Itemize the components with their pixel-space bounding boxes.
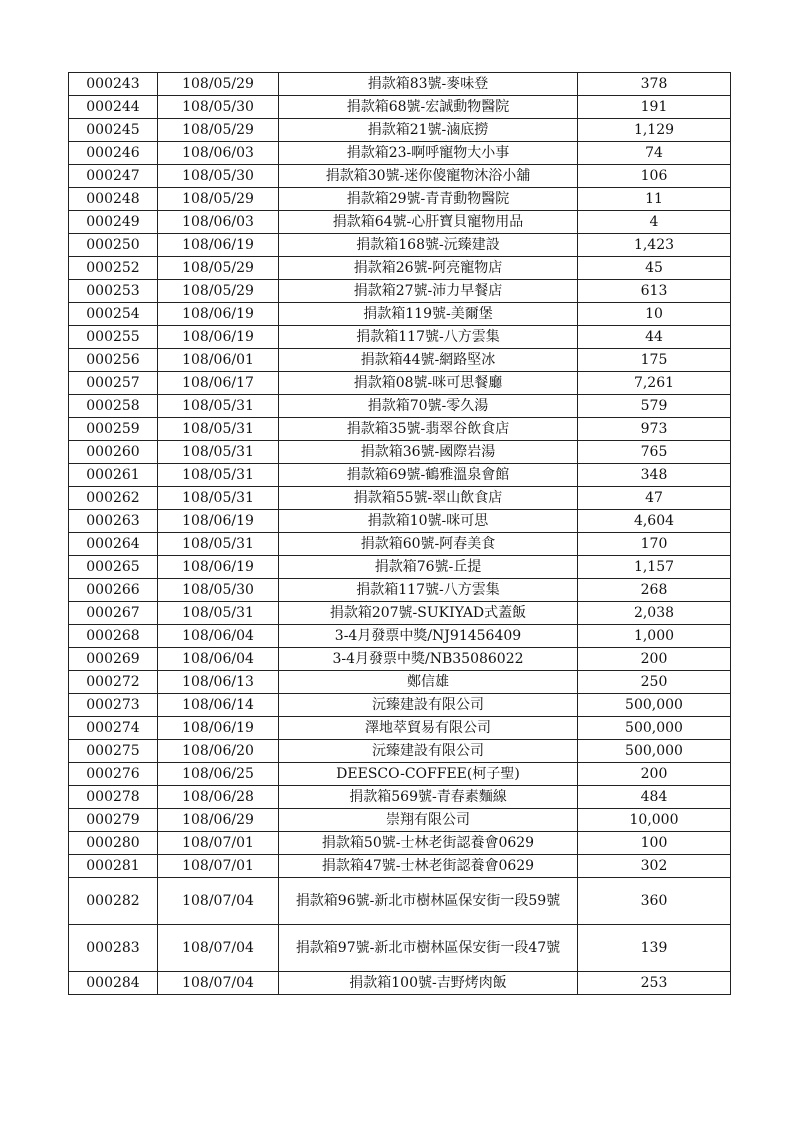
receipt-number-cell: 000257 xyxy=(69,372,158,395)
description-cell: 沅臻建設有限公司 xyxy=(279,694,578,717)
amount-cell: 500,000 xyxy=(578,694,731,717)
receipt-number-cell: 000282 xyxy=(69,878,158,925)
table-row xyxy=(69,303,731,326)
date-cell: 108/05/31 xyxy=(158,395,279,418)
table-row xyxy=(69,809,731,832)
table-row xyxy=(69,165,731,188)
description-cell: 捐款箱119號-美爾堡 xyxy=(279,303,578,326)
receipt-number-cell: 000252 xyxy=(69,257,158,280)
amount-cell: 45 xyxy=(578,257,731,280)
table-row xyxy=(69,73,731,96)
description-cell: 捐款箱30號-迷你傻寵物沐浴小舖 xyxy=(279,165,578,188)
amount-cell: 268 xyxy=(578,579,731,602)
description-cell: 捐款箱97號-新北市樹林區保安街一段47號 xyxy=(279,925,578,972)
table-row xyxy=(69,763,731,786)
amount-cell: 191 xyxy=(578,96,731,119)
ledger-body xyxy=(69,73,731,995)
date-cell: 108/06/17 xyxy=(158,372,279,395)
description-cell: 捐款箱117號-八方雲集 xyxy=(279,579,578,602)
table-row xyxy=(69,464,731,487)
date-cell: 108/06/14 xyxy=(158,694,279,717)
date-cell: 108/06/19 xyxy=(158,234,279,257)
amount-cell: 4,604 xyxy=(578,510,731,533)
date-cell: 108/05/31 xyxy=(158,533,279,556)
table-row xyxy=(69,441,731,464)
receipt-number-cell: 000254 xyxy=(69,303,158,326)
description-cell: 捐款箱60號-阿春美食 xyxy=(279,533,578,556)
description-cell: 捐款箱117號-八方雲集 xyxy=(279,326,578,349)
date-cell: 108/06/29 xyxy=(158,809,279,832)
amount-cell: 360 xyxy=(578,878,731,925)
amount-cell: 1,157 xyxy=(578,556,731,579)
receipt-number-cell: 000279 xyxy=(69,809,158,832)
receipt-number-cell: 000266 xyxy=(69,579,158,602)
donation-ledger-table xyxy=(68,72,731,995)
date-cell: 108/05/31 xyxy=(158,441,279,464)
table-row xyxy=(69,671,731,694)
receipt-number-cell: 000248 xyxy=(69,188,158,211)
receipt-number-cell: 000269 xyxy=(69,648,158,671)
date-cell: 108/06/01 xyxy=(158,349,279,372)
receipt-number-cell: 000273 xyxy=(69,694,158,717)
amount-cell: 10 xyxy=(578,303,731,326)
date-cell: 108/06/04 xyxy=(158,625,279,648)
receipt-number-cell: 000253 xyxy=(69,280,158,303)
description-cell: 捐款箱569號-青春素麵線 xyxy=(279,786,578,809)
receipt-number-cell: 000284 xyxy=(69,972,158,995)
date-cell: 108/06/19 xyxy=(158,326,279,349)
date-cell: 108/06/04 xyxy=(158,648,279,671)
description-cell: 捐款箱47號-士林老街認養會0629 xyxy=(279,855,578,878)
amount-cell: 613 xyxy=(578,280,731,303)
table-row xyxy=(69,188,731,211)
table-row xyxy=(69,418,731,441)
description-cell: 3-4月發票中獎/NJ91456409 xyxy=(279,625,578,648)
table-row xyxy=(69,349,731,372)
description-cell: 捐款箱26號-阿亮寵物店 xyxy=(279,257,578,280)
date-cell: 108/05/31 xyxy=(158,602,279,625)
description-cell: 捐款箱10號-咪可思 xyxy=(279,510,578,533)
amount-cell: 1,423 xyxy=(578,234,731,257)
date-cell: 108/06/19 xyxy=(158,303,279,326)
receipt-number-cell: 000263 xyxy=(69,510,158,533)
description-cell: 捐款箱23-啊呼寵物大小事 xyxy=(279,142,578,165)
amount-cell: 378 xyxy=(578,73,731,96)
table-row xyxy=(69,119,731,142)
receipt-number-cell: 000244 xyxy=(69,96,158,119)
amount-cell: 1,129 xyxy=(578,119,731,142)
table-row xyxy=(69,648,731,671)
date-cell: 108/06/03 xyxy=(158,211,279,234)
receipt-number-cell: 000276 xyxy=(69,763,158,786)
receipt-number-cell: 000280 xyxy=(69,832,158,855)
date-cell: 108/06/25 xyxy=(158,763,279,786)
table-row xyxy=(69,579,731,602)
receipt-number-cell: 000267 xyxy=(69,602,158,625)
receipt-number-cell: 000268 xyxy=(69,625,158,648)
amount-cell: 2,038 xyxy=(578,602,731,625)
receipt-number-cell: 000274 xyxy=(69,717,158,740)
receipt-number-cell: 000256 xyxy=(69,349,158,372)
table-row xyxy=(69,510,731,533)
description-cell: 捐款箱55號-翠山飲食店 xyxy=(279,487,578,510)
amount-cell: 170 xyxy=(578,533,731,556)
description-cell: 捐款箱100號-吉野烤肉飯 xyxy=(279,972,578,995)
description-cell: 捐款箱36號-國際岩湯 xyxy=(279,441,578,464)
date-cell: 108/06/19 xyxy=(158,717,279,740)
description-cell: 捐款箱64號-心肝寶貝寵物用品 xyxy=(279,211,578,234)
amount-cell: 973 xyxy=(578,418,731,441)
amount-cell: 250 xyxy=(578,671,731,694)
amount-cell: 44 xyxy=(578,326,731,349)
receipt-number-cell: 000259 xyxy=(69,418,158,441)
amount-cell: 500,000 xyxy=(578,717,731,740)
amount-cell: 1,000 xyxy=(578,625,731,648)
amount-cell: 175 xyxy=(578,349,731,372)
table-row xyxy=(69,602,731,625)
amount-cell: 302 xyxy=(578,855,731,878)
table-row xyxy=(69,855,731,878)
description-cell: 捐款箱08號-咪可思餐廳 xyxy=(279,372,578,395)
date-cell: 108/06/19 xyxy=(158,556,279,579)
date-cell: 108/05/29 xyxy=(158,73,279,96)
date-cell: 108/06/03 xyxy=(158,142,279,165)
description-cell: 捐款箱50號-士林老街認養會0629 xyxy=(279,832,578,855)
date-cell: 108/05/31 xyxy=(158,487,279,510)
date-cell: 108/05/30 xyxy=(158,96,279,119)
date-cell: 108/06/28 xyxy=(158,786,279,809)
receipt-number-cell: 000262 xyxy=(69,487,158,510)
receipt-number-cell: 000260 xyxy=(69,441,158,464)
table-row xyxy=(69,533,731,556)
date-cell: 108/07/04 xyxy=(158,925,279,972)
table-row xyxy=(69,326,731,349)
description-cell: 捐款箱29號-青青動物醫院 xyxy=(279,188,578,211)
description-cell: 捐款箱35號-翡翠谷飲食店 xyxy=(279,418,578,441)
amount-cell: 10,000 xyxy=(578,809,731,832)
amount-cell: 106 xyxy=(578,165,731,188)
description-cell: 捐款箱207號-SUKIYAD式蓋飯 xyxy=(279,602,578,625)
amount-cell: 500,000 xyxy=(578,740,731,763)
receipt-number-cell: 000272 xyxy=(69,671,158,694)
table-row xyxy=(69,832,731,855)
amount-cell: 139 xyxy=(578,925,731,972)
table-row xyxy=(69,372,731,395)
receipt-number-cell: 000245 xyxy=(69,119,158,142)
date-cell: 108/05/29 xyxy=(158,257,279,280)
date-cell: 108/07/01 xyxy=(158,832,279,855)
description-cell: 捐款箱83號-麥味登 xyxy=(279,73,578,96)
description-cell: 澤地萃貿易有限公司 xyxy=(279,717,578,740)
date-cell: 108/06/13 xyxy=(158,671,279,694)
amount-cell: 47 xyxy=(578,487,731,510)
description-cell: 捐款箱44號-網路堅冰 xyxy=(279,349,578,372)
receipt-number-cell: 000265 xyxy=(69,556,158,579)
description-cell: 捐款箱27號-沛力早餐店 xyxy=(279,280,578,303)
table-row xyxy=(69,257,731,280)
amount-cell: 11 xyxy=(578,188,731,211)
table-row xyxy=(69,694,731,717)
table-row xyxy=(69,878,731,925)
table-row xyxy=(69,280,731,303)
amount-cell: 348 xyxy=(578,464,731,487)
table-row xyxy=(69,972,731,995)
amount-cell: 200 xyxy=(578,648,731,671)
table-row xyxy=(69,211,731,234)
receipt-number-cell: 000258 xyxy=(69,395,158,418)
date-cell: 108/06/20 xyxy=(158,740,279,763)
receipt-number-cell: 000264 xyxy=(69,533,158,556)
description-cell: 捐款箱168號-沅臻建設 xyxy=(279,234,578,257)
amount-cell: 253 xyxy=(578,972,731,995)
description-cell: 捐款箱69號-鶴雅溫泉會館 xyxy=(279,464,578,487)
description-cell: 捐款箱21號-滷底撈 xyxy=(279,119,578,142)
date-cell: 108/06/19 xyxy=(158,510,279,533)
receipt-number-cell: 000243 xyxy=(69,73,158,96)
receipt-number-cell: 000275 xyxy=(69,740,158,763)
receipt-number-cell: 000255 xyxy=(69,326,158,349)
receipt-number-cell: 000247 xyxy=(69,165,158,188)
date-cell: 108/05/31 xyxy=(158,418,279,441)
receipt-number-cell: 000261 xyxy=(69,464,158,487)
description-cell: 沅臻建設有限公司 xyxy=(279,740,578,763)
description-cell: DEESCO-COFFEE(柯子聖) xyxy=(279,763,578,786)
amount-cell: 7,261 xyxy=(578,372,731,395)
table-row xyxy=(69,556,731,579)
date-cell: 108/07/04 xyxy=(158,878,279,925)
receipt-number-cell: 000246 xyxy=(69,142,158,165)
table-row xyxy=(69,740,731,763)
amount-cell: 74 xyxy=(578,142,731,165)
table-row xyxy=(69,487,731,510)
description-cell: 3-4月發票中獎/NB35086022 xyxy=(279,648,578,671)
description-cell: 捐款箱96號-新北市樹林區保安街一段59號 xyxy=(279,878,578,925)
description-cell: 崇翔有限公司 xyxy=(279,809,578,832)
table-row xyxy=(69,96,731,119)
table-row xyxy=(69,234,731,257)
amount-cell: 4 xyxy=(578,211,731,234)
table-row xyxy=(69,786,731,809)
amount-cell: 100 xyxy=(578,832,731,855)
table-row xyxy=(69,142,731,165)
description-cell: 捐款箱76號-丘提 xyxy=(279,556,578,579)
date-cell: 108/05/29 xyxy=(158,188,279,211)
description-cell: 捐款箱70號-零久湯 xyxy=(279,395,578,418)
table-row xyxy=(69,625,731,648)
receipt-number-cell: 000283 xyxy=(69,925,158,972)
table-row xyxy=(69,925,731,972)
date-cell: 108/05/30 xyxy=(158,579,279,602)
amount-cell: 484 xyxy=(578,786,731,809)
table-row xyxy=(69,717,731,740)
date-cell: 108/05/31 xyxy=(158,464,279,487)
description-cell: 鄭信雄 xyxy=(279,671,578,694)
amount-cell: 200 xyxy=(578,763,731,786)
receipt-number-cell: 000250 xyxy=(69,234,158,257)
description-cell: 捐款箱68號-宏誠動物醫院 xyxy=(279,96,578,119)
date-cell: 108/07/01 xyxy=(158,855,279,878)
date-cell: 108/05/30 xyxy=(158,165,279,188)
date-cell: 108/05/29 xyxy=(158,280,279,303)
receipt-number-cell: 000278 xyxy=(69,786,158,809)
date-cell: 108/07/04 xyxy=(158,972,279,995)
amount-cell: 579 xyxy=(578,395,731,418)
date-cell: 108/05/29 xyxy=(158,119,279,142)
receipt-number-cell: 000249 xyxy=(69,211,158,234)
amount-cell: 765 xyxy=(578,441,731,464)
table-row xyxy=(69,395,731,418)
receipt-number-cell: 000281 xyxy=(69,855,158,878)
